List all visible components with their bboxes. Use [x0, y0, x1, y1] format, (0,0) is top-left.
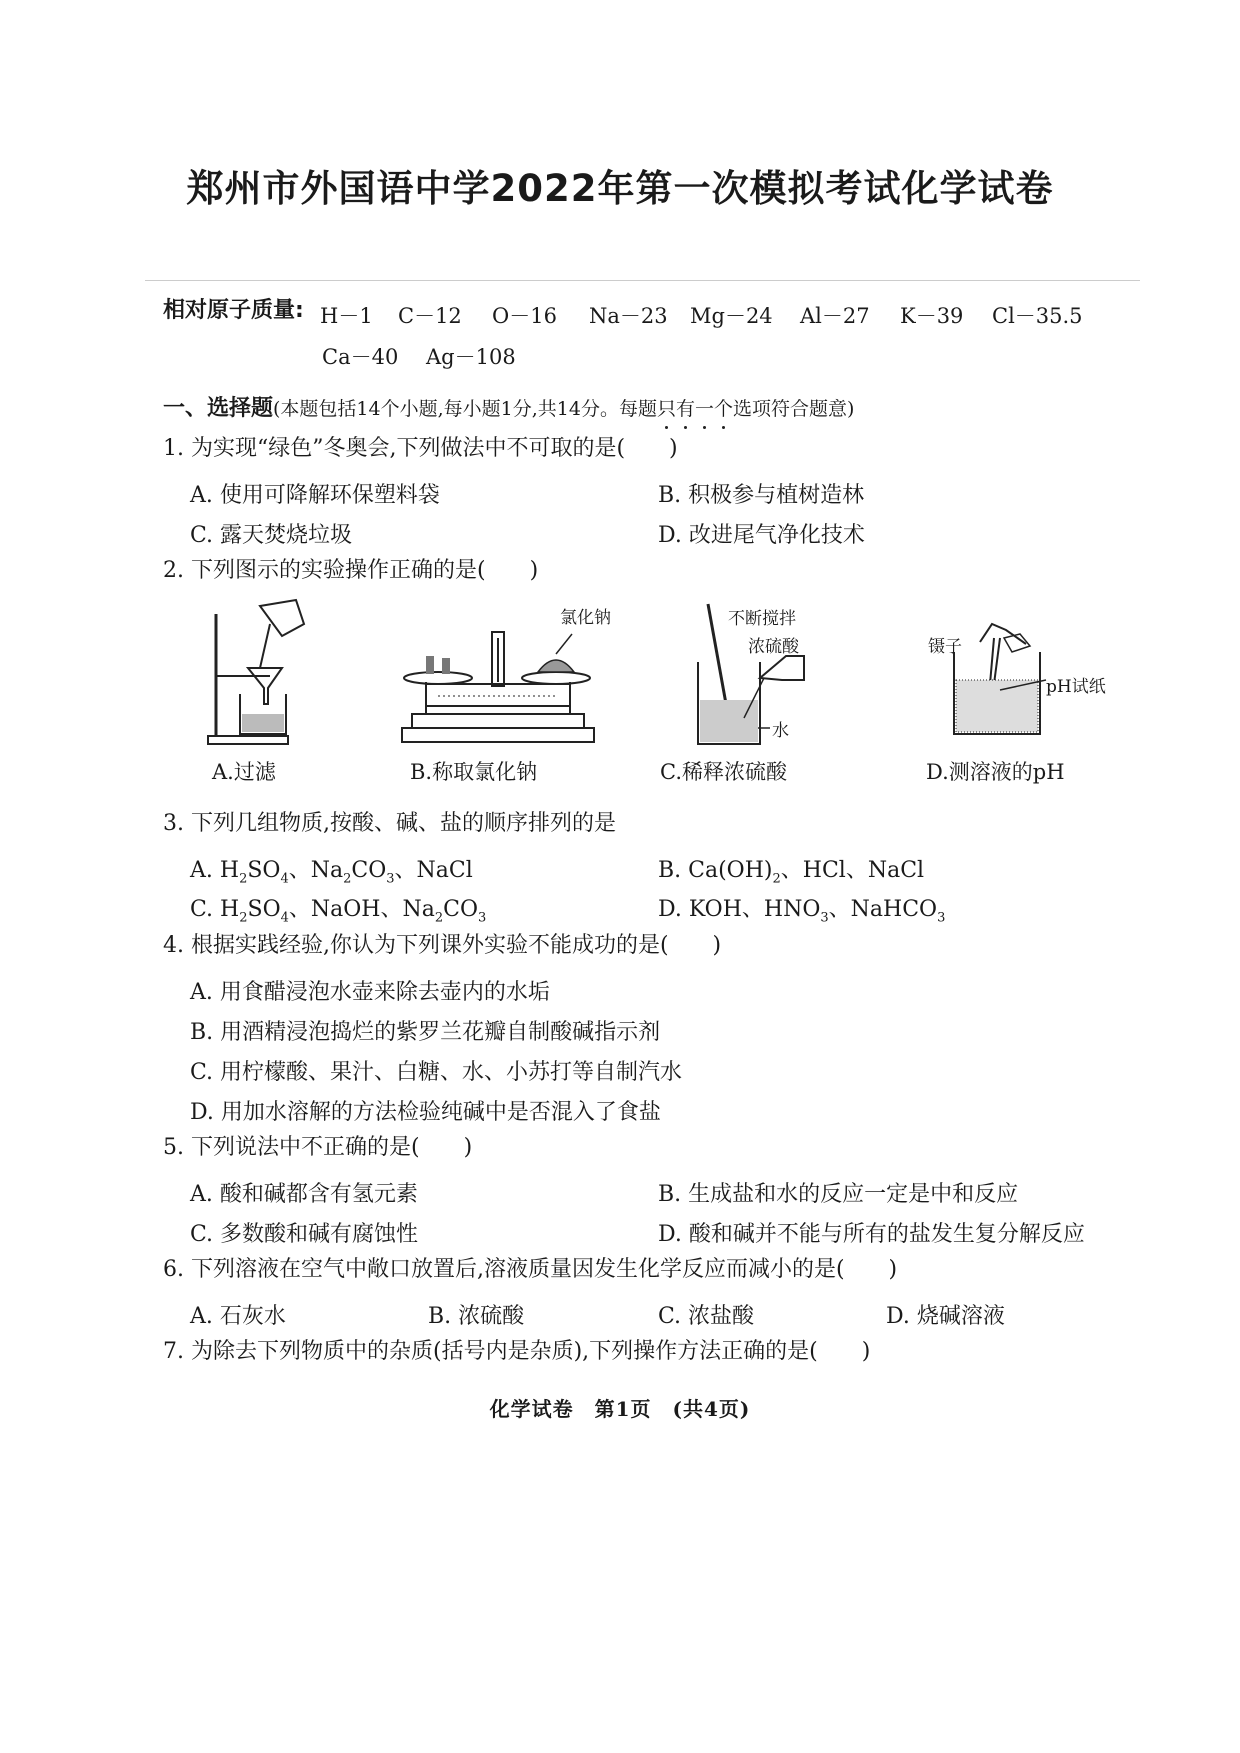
atomic-mass-item: Na－23	[589, 304, 668, 328]
figure-caption: D.测溶液的pH	[926, 760, 1065, 784]
option: B. 积极参与植树造林	[658, 483, 865, 508]
question-stem: 3. 下列几组物质,按酸、碱、盐的顺序排列的是	[163, 811, 616, 836]
atomic-mass-item: Cl－35.5	[992, 304, 1083, 328]
water-label: 水	[772, 721, 789, 741]
atomic-mass-item: Al－27	[800, 304, 870, 328]
ph-paper-label: pH试纸	[1046, 677, 1106, 697]
question-stem: 4. 根据实践经验,你认为下列课外实验不能成功的是( )	[163, 933, 722, 958]
atomic-mass-item: O－16	[492, 304, 557, 328]
option: C. 多数酸和碱有腐蚀性	[190, 1222, 419, 1247]
option: D. 烧碱溶液	[886, 1304, 1005, 1329]
option: A. 使用可降解环保塑料袋	[190, 483, 440, 508]
acid-label: 浓硫酸	[748, 637, 799, 657]
option: A. 酸和碱都含有氢元素	[190, 1182, 418, 1207]
atomic-mass-item: K－39	[900, 304, 964, 328]
atomic-mass-item: H－1	[320, 304, 373, 328]
figure-caption: B.称取氯化钠	[410, 760, 538, 784]
option: C. 浓盐酸	[658, 1304, 755, 1329]
option: D. KOH、$HNO_3$、NaHCO$_3$	[658, 897, 946, 926]
option: A. 石灰水	[190, 1304, 286, 1329]
stir-label: 不断搅拌	[728, 609, 796, 629]
figure-caption: C.稀释浓硫酸	[660, 760, 787, 784]
option: A. 用食醋浸泡水壶来除去壶内的水垢	[190, 980, 550, 1005]
question-stem: 5. 下列说法中不正确的是( )	[163, 1135, 473, 1160]
option: D. 用加水溶解的方法检验纯碱中是否混入了食盐	[190, 1100, 661, 1125]
option: C. 用柠檬酸、果汁、白糖、水、小苏打等自制汽水	[190, 1060, 683, 1085]
option: B. 浓硫酸	[428, 1304, 525, 1329]
section-heading: 一、选择题(本题包括14个小题,每小题1分,共14分。每题只有一个选项符合题意)	[163, 396, 855, 421]
tweezers-label: 镊子	[928, 637, 962, 657]
filtration-diagram	[200, 596, 310, 746]
header-divider	[145, 280, 1140, 281]
balance-diagram	[398, 624, 598, 752]
option: A. $H_2SO_4$、$Na_2CO_3$、NaCl	[190, 858, 473, 887]
option: D. 酸和碱并不能与所有的盐发生复分解反应	[658, 1222, 1085, 1247]
option: C. 露天焚烧垃圾	[190, 523, 353, 548]
nacl-label: 氯化钠	[560, 608, 611, 628]
option: B. $Ca(OH)_2$、HCl、NaCl	[658, 858, 925, 887]
figure-caption: A.过滤	[212, 760, 276, 784]
page-footer: 化学试卷 第1页 (共4页)	[489, 1397, 751, 1421]
option: B. 用酒精浸泡捣烂的紫罗兰花瓣自制酸碱指示剂	[190, 1020, 661, 1045]
option: C. $H_2SO_4$、NaOH、$Na_2CO_3$	[190, 897, 487, 926]
ph-test-diagram	[950, 620, 1060, 740]
question-stem: 2. 下列图示的实验操作正确的是( )	[163, 558, 539, 583]
question-stem: 1. 为实现“绿色”冬奥会,下列做法中不可取的是( )	[163, 436, 678, 461]
atomic-mass-item: Ca－40	[322, 345, 399, 369]
atomic-mass-item: C－12	[398, 304, 462, 328]
option: D. 改进尾气净化技术	[658, 523, 865, 548]
atomic-mass-item: Ag－108	[426, 345, 516, 369]
option: B. 生成盐和水的反应一定是中和反应	[658, 1182, 1019, 1207]
page-title: 郑州市外国语中学2022年第一次模拟考试化学试卷	[186, 167, 1054, 210]
atomic-mass-label: 相对原子质量:	[163, 298, 304, 323]
question-stem: 7. 为除去下列物质中的杂质(括号内是杂质),下列操作方法正确的是( )	[163, 1339, 871, 1364]
atomic-mass-item: Mg－24	[690, 304, 773, 328]
question-stem: 6. 下列溶液在空气中敞口放置后,溶液质量因发生化学反应而减小的是( )	[163, 1257, 898, 1282]
